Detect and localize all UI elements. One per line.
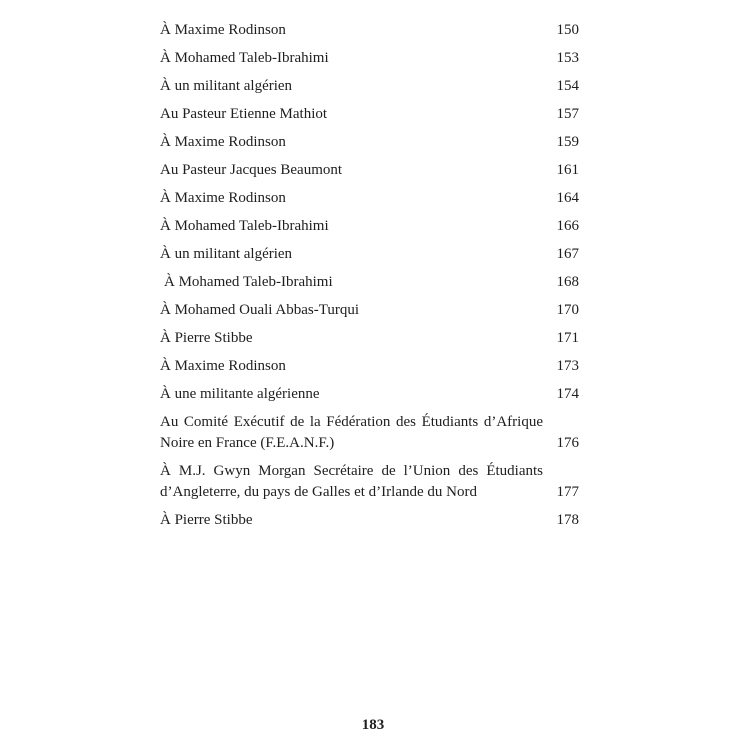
toc-entry-page: 178 [556,512,579,528]
toc-entry [160,132,579,153]
toc-entry-page: 167 [556,246,579,262]
toc-entry-title: À Maxime Rodinson [160,134,286,150]
toc-entry [160,244,579,265]
toc-entry-title: À Mohamed Ouali Abbas-Turqui [160,302,360,318]
toc-entry-page: 173 [556,358,579,374]
toc-entry-title: À un militant algérien [160,246,293,262]
toc-entry [160,160,579,181]
toc-entry-title: Au Pasteur Etienne Mathiot [160,106,328,122]
toc-entry [160,300,579,321]
toc-entry-page: 171 [556,330,579,346]
toc-entry [160,461,579,503]
toc-entry-page: 166 [556,218,579,234]
toc-entry-title: À Pierre Stibbe [160,512,253,528]
toc-entry-title: À Maxime Rodinson [160,190,286,206]
toc-entry-page: 157 [556,106,579,122]
table-of-contents [160,20,579,538]
toc-entry-page: 174 [556,386,579,402]
toc-entry-title: À Maxime Rodinson [160,22,286,38]
toc-entry-page: 150 [556,22,579,38]
toc-entry-page: 153 [556,50,579,66]
toc-entry [160,76,579,97]
toc-entry [160,412,579,454]
toc-entry-title: À Pierre Stibbe [160,330,253,346]
toc-entry [160,384,579,405]
toc-entry-page: 154 [556,78,579,94]
page-number: 183 [361,717,385,733]
toc-entry-title: À Maxime Rodinson [160,358,286,374]
toc-entry [160,104,579,125]
toc-entry-title: À Mohamed Taleb-Ibrahimi [160,218,329,234]
toc-entry-page: 170 [556,302,579,318]
toc-entry-title: À M.J. Gwyn Morgan Secrétaire de l’Union des Étudiants d’Angleterre, du pays de Galles et d’Irlande du Nord [160,463,543,500]
toc-entry-page: 168 [556,274,579,290]
toc-entry-title: À une militante algérienne [160,386,320,402]
toc-entry-title: À un militant algérien [160,78,293,94]
toc-entry-page: 159 [556,134,579,150]
toc-entry [160,356,579,377]
toc-entry [160,510,579,531]
toc-entry [160,216,579,237]
toc-entry-page: 176 [556,435,579,451]
toc-entry-page: 161 [556,162,579,178]
toc-entry-title: À Mohamed Taleb-Ibrahimi [160,50,329,66]
toc-entry [160,328,579,349]
toc-entry-title: Au Comité Exécutif de la Fédération des Étudiants d’Afrique Noire en France (F.E.A.N.F.) [160,414,543,451]
toc-entry-title: À Mohamed Taleb-Ibrahimi [164,274,333,290]
toc-entry [160,20,579,41]
toc-entry-page: 164 [556,190,579,206]
toc-entry [160,48,579,69]
toc-entry-page: 177 [556,484,579,500]
toc-entry [160,272,579,293]
toc-entry [160,188,579,209]
toc-entry-title: Au Pasteur Jacques Beaumont [160,162,343,178]
